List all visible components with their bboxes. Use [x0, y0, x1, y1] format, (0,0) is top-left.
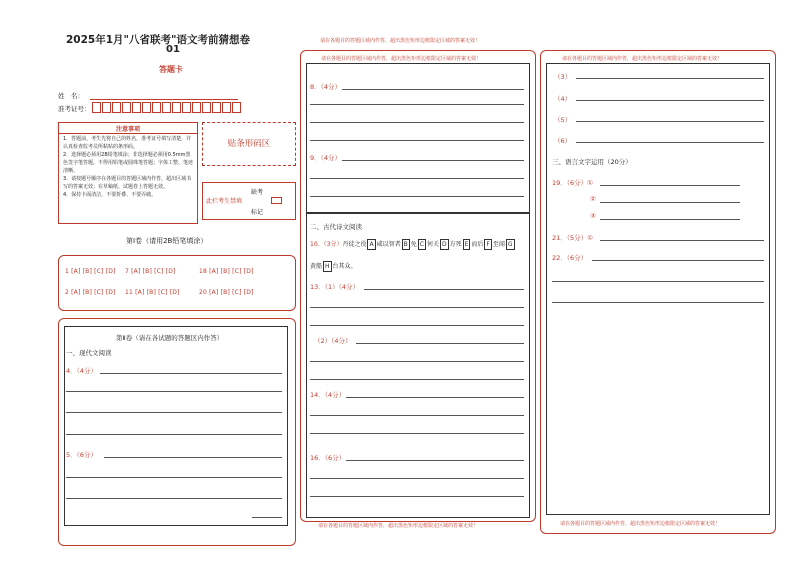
middle-inner-box-bottom — [306, 213, 530, 518]
choice-row[interactable]: 2 [A] [B] [C] [D] — [65, 289, 116, 296]
answer-line[interactable] — [576, 100, 764, 101]
paper-code: 01 — [166, 44, 180, 55]
q10-line-2: 黄船 H 台其众。 — [310, 263, 357, 270]
exam-id-label: 准考证号： — [58, 105, 91, 113]
note-item: 3．请按题号顺序在各题目的答题区域内作答，超出区域书写的答案无效；在草稿纸、试题卷上答题无效。 — [63, 176, 192, 190]
question-label-16: 16．（6分） — [310, 454, 346, 462]
question-label-19: 19．（6分）① — [552, 179, 593, 187]
note-item: 1．答题前，考生先将自己的姓名，准考证号填写清楚，并认真检查监考员所粘贴的条形码。 — [63, 136, 192, 150]
answer-line[interactable] — [552, 302, 764, 303]
page-title: 2025年1月"八省联考"语文考前猜想卷 — [66, 34, 250, 46]
section-heading: 三、语言文字运用（20分） — [552, 158, 632, 166]
absent-mark-checkbox[interactable] — [271, 197, 282, 204]
right-inner-box — [546, 63, 770, 515]
answer-line[interactable] — [310, 325, 524, 326]
answer-line[interactable] — [310, 307, 524, 308]
answer-line[interactable] — [592, 260, 764, 261]
notes-box — [58, 122, 198, 224]
sub-question-label: （6） — [554, 137, 572, 145]
answer-line[interactable] — [600, 240, 764, 241]
warning-inner: 请在各题目的答题区域内作答，超出黑色矩形边框限定区域的答案无效！ — [321, 56, 482, 62]
note-item: 2．选择题必须用2B铅笔填涂；非选择题必须用0.5mm黑色签字笔答题，不得用铅笔或圆珠笔答题；字体工整、笔迹清晰。 — [63, 152, 194, 174]
answer-line[interactable] — [310, 496, 524, 497]
question-label-13: 13．（1）（4分） — [310, 283, 360, 291]
section-heading: 二、古代诗文阅读 — [310, 223, 362, 231]
answer-line[interactable] — [66, 434, 282, 435]
choice-row[interactable]: 11 [A] [B] [C] [D] — [125, 289, 180, 296]
answer-line[interactable] — [104, 457, 282, 458]
answer-line[interactable] — [310, 178, 524, 179]
answer-line[interactable] — [342, 160, 524, 161]
answer-line[interactable] — [600, 219, 740, 220]
answer-line[interactable] — [66, 498, 282, 499]
answer-line[interactable] — [356, 343, 524, 344]
answer-line[interactable] — [310, 415, 524, 416]
question-label-13-2: （2）（4分） — [314, 337, 352, 345]
section-heading: 一、现代文阅读 — [66, 349, 112, 357]
question-label-5: 5．（6分） — [66, 451, 98, 459]
name-field[interactable] — [90, 99, 238, 100]
barcode-label: 贴条形码区 — [227, 139, 271, 149]
absent-mark-label: 缺考 — [251, 189, 264, 196]
q10-option-box[interactable]: F — [486, 241, 490, 248]
answer-line[interactable] — [66, 477, 282, 478]
q10-option-box[interactable]: E — [464, 241, 469, 248]
answer-sheet-subtitle: 答题卡 — [159, 65, 183, 74]
answer-line[interactable] — [66, 412, 282, 413]
answer-line[interactable] — [310, 196, 524, 197]
exam-id-field[interactable] — [92, 102, 242, 114]
answer-line[interactable] — [364, 289, 524, 290]
answer-line[interactable] — [346, 460, 524, 461]
question-label-10: 10．（3分） — [310, 241, 343, 248]
answer-line[interactable] — [310, 433, 524, 434]
question-label-14: 14．（4分） — [310, 391, 346, 399]
absent-box — [202, 182, 296, 220]
q10-option-box[interactable]: G — [507, 241, 513, 248]
answer-line[interactable] — [346, 397, 524, 398]
answer-line[interactable] — [100, 373, 282, 374]
answer-line[interactable] — [600, 202, 740, 203]
q10-option-box[interactable]: H — [325, 263, 330, 270]
answer-line[interactable] — [552, 281, 764, 282]
part1-title: 第Ⅰ卷（请用2B铅笔填涂） — [126, 237, 208, 245]
absent-label: 此栏考生禁填 — [206, 198, 243, 205]
answer-line[interactable] — [310, 379, 524, 380]
warning-top: 请在各题目的答题区域内作答，超出黑色矩形边框限定区域的答案无效！ — [320, 38, 481, 44]
question-label-19-2: ② — [590, 195, 596, 203]
answer-line[interactable] — [600, 185, 740, 186]
sub-question-label: （3） — [554, 73, 572, 81]
answer-line[interactable] — [310, 140, 524, 141]
question-label-9: 9．（4分） — [310, 154, 342, 162]
q10-line: 10．（3分）丹徒之役 A 咸以智者 B 免 C 何关 D 方死 E 而后 F 至闻 G — [310, 241, 513, 248]
q10-option-box[interactable]: B — [403, 241, 408, 248]
q10-option-box[interactable]: C — [419, 241, 424, 248]
answer-line[interactable] — [310, 478, 524, 479]
question-label-22: 22．（6分） — [552, 254, 588, 262]
sub-question-label: （5） — [554, 116, 572, 124]
note-item: 4．保持卡面清洁，不要折叠、不要弄破。 — [63, 192, 157, 198]
answer-line[interactable] — [252, 517, 282, 518]
barcode-area — [202, 122, 296, 166]
question-label-8: 8．（4分） — [310, 83, 342, 91]
answer-line[interactable] — [310, 104, 524, 105]
answer-line[interactable] — [576, 121, 764, 122]
part2-title: 第Ⅱ卷（请在各试题的答题区内作答） — [116, 334, 224, 342]
choice-row[interactable]: 1 [A] [B] [C] [D] — [65, 268, 116, 275]
choice-row[interactable]: 20 [A] [B] [C] [D] — [199, 289, 254, 296]
answer-line[interactable] — [576, 78, 764, 79]
question-label-4: 4．（4分） — [66, 367, 98, 375]
warning-inner: 请在各题目的答题区域内作答，超出黑色矩形边框限定区域的答案无效！ — [562, 56, 723, 62]
q10-option-box[interactable]: A — [369, 241, 374, 248]
choice-box — [58, 255, 296, 311]
answer-line[interactable] — [342, 89, 524, 90]
answer-line[interactable] — [310, 122, 524, 123]
warning-bottom: 请在各题目的答题区域内作答，超出黑色矩形边框限定区域的答案无效！ — [318, 523, 479, 529]
question-label-21: 21．（5分）① — [552, 234, 593, 242]
notes-title: 注意事项 — [115, 126, 140, 133]
sub-question-label: （4） — [554, 95, 572, 103]
q10-option-box[interactable]: D — [441, 241, 447, 248]
question-label-19-3: ③ — [590, 212, 596, 220]
answer-line[interactable] — [66, 391, 282, 392]
choice-row[interactable]: 18 [A] [B] [C] [D] — [199, 268, 254, 275]
absent-mark-label: 标记 — [251, 209, 264, 216]
name-label: 姓 名： — [58, 92, 84, 100]
answer-line[interactable] — [576, 142, 764, 143]
answer-line[interactable] — [310, 361, 524, 362]
warning-bottom: 请在各题目的答题区域内作答，超出黑色矩形边框限定区域的答案无效！ — [560, 521, 721, 527]
choice-row[interactable]: 7 [A] [B] [C] [D] — [125, 268, 176, 275]
